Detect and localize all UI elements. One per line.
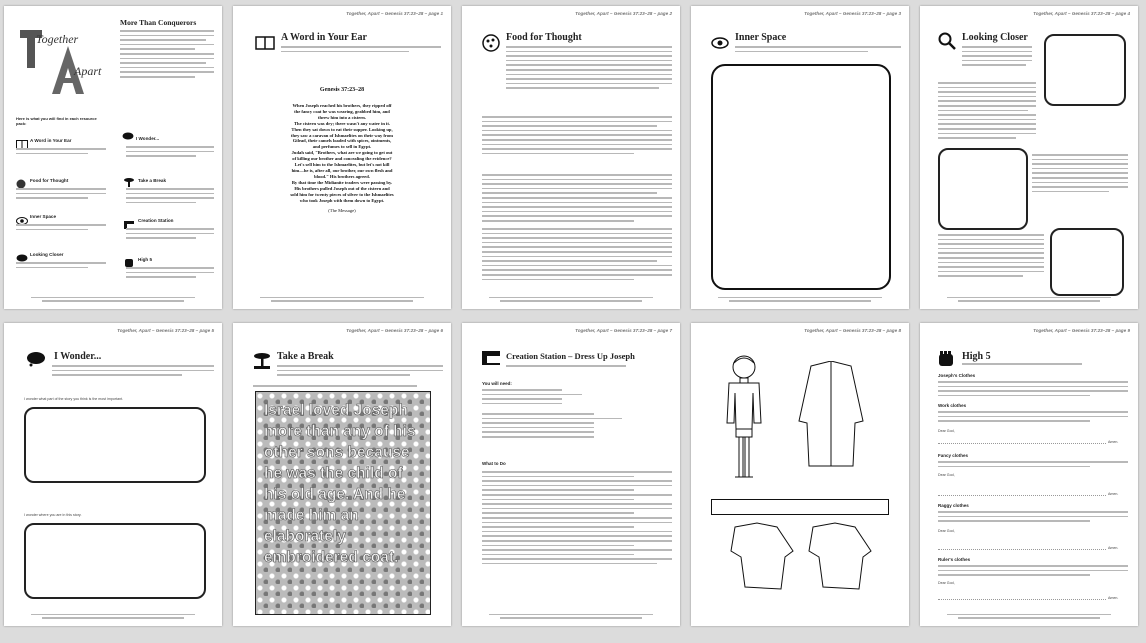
prayer-start: Dear God, (938, 473, 955, 477)
drawing-frame[interactable] (711, 64, 891, 290)
scripture-passage: When Joseph reached his brothers, they ripped off the fancy coat he was wearing, grabbed him, and threw him into a cistern. The cistern was dry; there wasn't any water in it. Then they sat down to eat their supper. Looking up, they saw a caravan of Ishmaelites on their way from Gilead, their camels loaded with spices, ointments, and perfumes to sell in Egypt. Judah said, "Brothers, what are we going to get out of killing our brother and concealing the evidence? Let's sell him to the Ishmaelites, but let's not kill him—he is, after all, our brother, our own flesh and blood." His brothers agreed. By that time the Midianite traders were passing by. His brothers pulled Joseph out of the cistern and sold him for twenty pieces of silver to the Ishmaelites who took Joseph with them down to Egypt. (290, 103, 394, 203)
answer-box-2[interactable] (24, 523, 206, 599)
page-title: Creation Station – Dress Up Joseph (506, 351, 635, 361)
scripture-version: (The Message) (328, 208, 356, 213)
paper-doll-figure[interactable] (719, 353, 769, 488)
logo-word-top: Together (36, 32, 79, 46)
page-3-food-for-thought (462, 6, 680, 309)
page-header: Together, Apart – Genesis 37:23–28 – page 7 (575, 328, 672, 333)
page-10-high-5 (920, 323, 1138, 626)
page-6-i-wonder (4, 323, 222, 626)
page-5-looking-closer (920, 6, 1138, 309)
scripture-reference: Genesis 37:23–28 (319, 87, 365, 93)
pizza-icon (482, 34, 500, 57)
clothes-heading: Work clothes (938, 403, 967, 408)
section-name: Take a Break (138, 178, 167, 183)
logo-word-bottom: Apart (74, 64, 102, 78)
section-name: High 5 (138, 257, 153, 262)
wonder-question-2: I wonder where you are in this story. (24, 513, 82, 517)
body-text (506, 46, 672, 92)
clothes-heading: Ruler's clothes (938, 557, 971, 562)
section-name: Creation Station (138, 218, 174, 223)
amen: Amen. (1108, 596, 1119, 600)
paper-doll-stand (711, 499, 889, 515)
page-header: Together, Apart – Genesis 37:23–28 – page 2 (575, 11, 672, 16)
amen: Amen. (1108, 492, 1119, 496)
prayer-start: Dear God, (938, 581, 955, 585)
paper-doll-rags-left[interactable] (727, 521, 801, 596)
wonder-question-1: I wonder what part of the story you think is the most important. (24, 397, 124, 401)
clothes-heading: Raggy clothes (938, 503, 969, 508)
together-apart-logo (14, 16, 104, 96)
page-header: Together, Apart – Genesis 37:23–28 – page 6 (346, 328, 443, 333)
prayer-line[interactable] (938, 599, 1106, 600)
sewing-machine-icon (482, 351, 500, 370)
page-title: Inner Space (735, 32, 787, 43)
prayer-start: Dear God, (938, 529, 955, 533)
page-8-creation-station (462, 323, 680, 626)
section-name: Looking Closer (30, 252, 64, 257)
page-header: Together, Apart – Genesis 37:23–28 – page 3 (804, 11, 901, 16)
page-header: Together, Apart – Genesis 37:23–28 – page 5 (117, 328, 214, 333)
page-title: Take a Break (277, 351, 334, 362)
page-title: More Than Conquerors (120, 18, 197, 27)
section-name: Inner Space (30, 214, 57, 219)
clothes-heading: Fancy clothes (938, 453, 969, 458)
drawing-box-middle[interactable] (938, 148, 1028, 230)
paper-doll-robe[interactable] (791, 361, 871, 476)
page-subtitle: Joseph's Clothes (938, 373, 976, 378)
section-name: I Wonder... (136, 136, 160, 141)
page-2-word-in-your-ear (233, 6, 451, 309)
section-name: Food for Thought (30, 178, 69, 183)
page-4-inner-space (691, 6, 909, 309)
prayer-start: Dear God, (938, 429, 955, 433)
page-9-paper-doll (691, 323, 909, 626)
section-name: A Word in Your Ear (30, 138, 72, 143)
page-header: Together, Apart – Genesis 37:23–28 – page 9 (1033, 328, 1130, 333)
page-header: Together, Apart – Genesis 37:23–28 – page 4 (1033, 11, 1130, 16)
page-title: Looking Closer (962, 32, 1028, 43)
page-title: A Word in Your Ear (281, 32, 367, 43)
prayer-line[interactable] (938, 495, 1106, 496)
magnifier-icon (938, 32, 956, 55)
amen: Amen. (1108, 546, 1119, 550)
book-icon (255, 36, 275, 55)
page-header: Together, Apart – Genesis 37:23–28 – page 8 (804, 328, 901, 333)
amen: Amen. (1108, 440, 1119, 444)
instruction-steps (482, 471, 672, 567)
page-title: Food for Thought (506, 32, 582, 43)
page-header: Together, Apart – Genesis 37:23–28 – page 1 (346, 11, 443, 16)
todo-heading: What to Do (482, 461, 506, 466)
answer-box-1[interactable] (24, 407, 206, 483)
prayer-line[interactable] (938, 443, 1106, 444)
palm-tree-icon (253, 351, 271, 374)
drawing-box-bottom[interactable] (1050, 228, 1124, 296)
page-title: High 5 (962, 351, 991, 362)
paper-doll-rags-right[interactable] (805, 521, 879, 596)
intro-heading: Here is what you will find in each resource pack: (16, 116, 97, 126)
page-title: I Wonder... (54, 351, 102, 362)
page-1-cover (4, 6, 222, 309)
cloud-icon (122, 128, 134, 146)
high-five-icon (938, 351, 956, 372)
drawing-box-top[interactable] (1044, 34, 1126, 106)
prayer-line[interactable] (938, 549, 1106, 550)
page-7-take-a-break (233, 323, 451, 626)
colouring-sheet[interactable] (255, 391, 431, 615)
thought-cloud-icon (26, 351, 46, 372)
colouring-text: Israel loved Joseph more than any of his other sons because he was the child of his old age. And he made him an elaborately embroidered coat. (264, 402, 416, 566)
eye-icon (711, 36, 729, 54)
need-heading: You will need: (482, 381, 512, 386)
